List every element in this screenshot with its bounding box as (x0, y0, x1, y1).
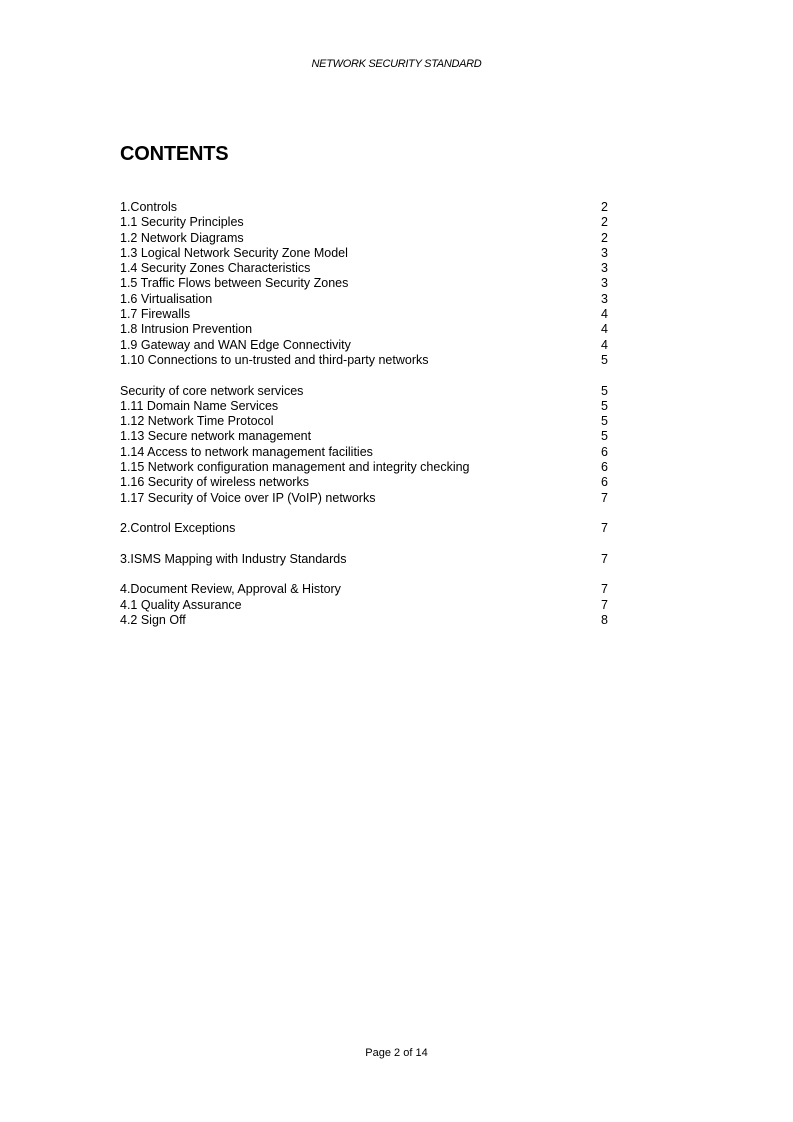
page-title: CONTENTS (120, 143, 229, 165)
toc-entry-label: 4.1 Quality Assurance (120, 597, 242, 612)
toc-group (120, 582, 608, 628)
toc-entry-label: 1.10 Connections to un-trusted and third-party networks (120, 352, 429, 367)
toc-entry[interactable] (120, 475, 608, 490)
toc-entry[interactable] (120, 460, 608, 475)
toc-entry-page: 3 (601, 261, 608, 276)
toc-entry[interactable] (120, 246, 608, 261)
toc-entry-label: 1.7 Firewalls (120, 307, 191, 322)
toc-entry-label: 1.14 Access to network management facilities (120, 444, 373, 459)
toc-entry[interactable] (120, 215, 608, 230)
toc-group (120, 200, 608, 368)
toc-entry-label: 1.13 Secure network management (120, 429, 312, 444)
toc-entry[interactable] (120, 231, 608, 246)
toc-group (120, 552, 608, 567)
toc-entry-label: 1.6 Virtualisation (120, 291, 213, 306)
toc-entry-page: 3 (601, 245, 608, 260)
toc-entry[interactable] (120, 613, 608, 628)
toc-entry-page: 4 (601, 337, 608, 352)
spacer (120, 368, 608, 383)
toc-entry[interactable] (120, 414, 608, 429)
toc-entry-page: 5 (601, 414, 608, 429)
toc-entry-label: 1.16 Security of wireless networks (120, 475, 309, 490)
toc-entry-label: 1.17 Security of Voice over IP (VoIP) networks (120, 490, 376, 505)
toc-entry-page: 2 (601, 230, 608, 245)
toc-entry-label: 1.3 Logical Network Security Zone Model (120, 245, 348, 260)
toc-entry[interactable] (120, 322, 608, 337)
running-header: NETWORK SECURITY STANDARD (311, 58, 482, 70)
toc-entry-page: 2 (601, 215, 608, 230)
toc-entry[interactable] (120, 353, 608, 368)
toc-entry-label: 1.8 Intrusion Prevention (120, 322, 253, 337)
toc-entry[interactable] (120, 552, 608, 567)
spacer (120, 506, 608, 521)
toc-entry[interactable] (120, 521, 608, 536)
toc-entry-page: 6 (601, 444, 608, 459)
toc-entry-page: 5 (601, 383, 608, 398)
table-of-contents (120, 200, 608, 628)
toc-entry-label: 1.5 Traffic Flows between Security Zones (120, 276, 349, 291)
toc-entry[interactable] (120, 399, 608, 414)
toc-entry-page: 3 (601, 276, 608, 291)
toc-entry-label: 1.4 Security Zones Characteristics (120, 261, 311, 276)
toc-entry[interactable] (120, 582, 608, 597)
toc-entry-label: 1.11 Domain Name Services (120, 398, 279, 413)
toc-entry-page: 7 (601, 551, 608, 566)
toc-entry-label: 1.Controls (120, 200, 177, 214)
toc-group (120, 521, 608, 536)
toc-group (120, 384, 608, 506)
toc-entry-page: 5 (601, 352, 608, 367)
toc-entry-label: 1.15 Network configuration management and integrity checking (120, 460, 470, 475)
toc-entry-label: 4.2 Sign Off (120, 613, 186, 628)
toc-entry[interactable] (120, 261, 608, 276)
toc-entry[interactable] (120, 429, 608, 444)
toc-entry-page: 5 (601, 429, 608, 444)
toc-entry-label: 2.Control Exceptions (120, 521, 236, 536)
toc-entry-label: 1.1 Security Principles (120, 215, 244, 230)
toc-entry-page: 7 (601, 490, 608, 505)
toc-entry-page: 7 (601, 582, 608, 597)
toc-entry-page: 4 (601, 322, 608, 337)
toc-entry[interactable] (120, 598, 608, 613)
toc-entry-label: 1.12 Network Time Protocol (120, 414, 274, 429)
spacer (120, 567, 608, 582)
page-number-footer: Page 2 of 14 (365, 1047, 428, 1059)
toc-entry-label: 3.ISMS Mapping with Industry Standards (120, 551, 347, 566)
toc-entry-page: 8 (601, 613, 608, 628)
toc-entry-page: 5 (601, 398, 608, 413)
toc-entry[interactable] (120, 276, 608, 291)
toc-entry-page: 4 (601, 307, 608, 322)
toc-entry-label: Security of core network services (120, 383, 304, 398)
toc-entry-page: 3 (601, 291, 608, 306)
toc-entry-page: 6 (601, 460, 608, 475)
spacer (120, 537, 608, 552)
toc-entry[interactable] (120, 384, 608, 399)
toc-entry[interactable] (120, 338, 608, 353)
toc-entry[interactable] (120, 445, 608, 460)
toc-entry-label: 1.2 Network Diagrams (120, 230, 244, 245)
toc-entry-label: 4.Document Review, Approval & History (120, 582, 341, 597)
toc-entry[interactable] (120, 307, 608, 322)
toc-entry-label: 1.9 Gateway and WAN Edge Connectivity (120, 337, 351, 352)
toc-entry-page: 2 (601, 200, 608, 214)
toc-entry-page: 6 (601, 475, 608, 490)
toc-entry[interactable] (120, 491, 608, 506)
toc-entry[interactable] (120, 292, 608, 307)
toc-entry[interactable] (120, 200, 608, 215)
toc-entry-page: 7 (601, 521, 608, 536)
toc-entry-page: 7 (601, 597, 608, 612)
